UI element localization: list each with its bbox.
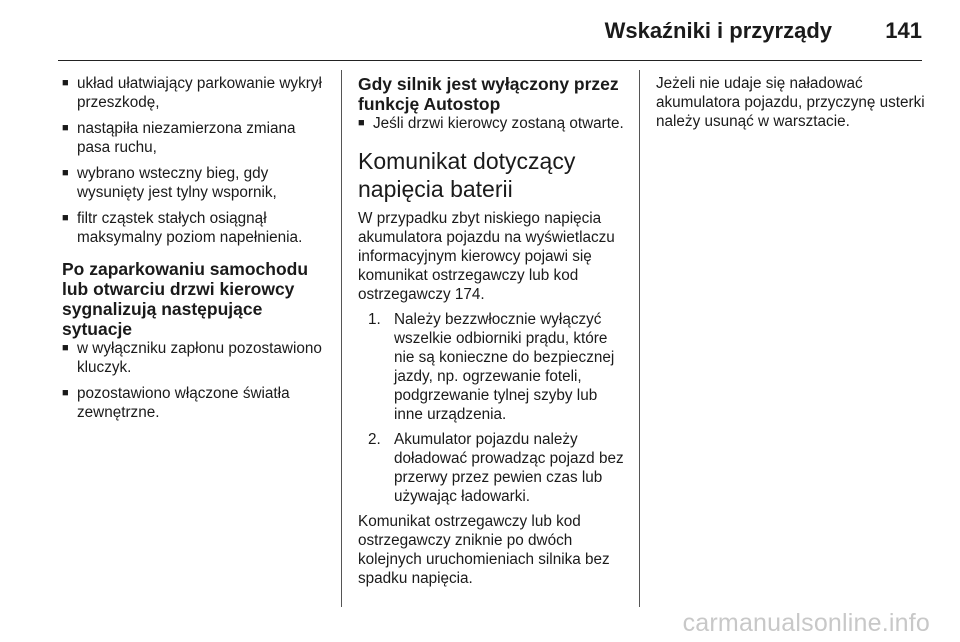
parking-conditions-list [62, 339, 324, 422]
battery-steps-list [358, 310, 628, 506]
warning-conditions-list [62, 74, 324, 247]
bullet-square-icon: ■ [358, 117, 365, 129]
charging-failure-paragraph: Jeżeli nie udaje się naładować akumulatora pojazdu, przyczynę usterki należy usunąć w warsztacie. [656, 75, 925, 130]
autostop-list [358, 114, 628, 133]
column-3 [656, 74, 926, 137]
list-item: ■ w wyłączniku zapłonu pozostawiono kluczyk. [62, 340, 322, 376]
list-item: ■ układ ułatwiający parkowanie wykrył przeszkodę, [62, 75, 322, 111]
list-item: 1. Należy bezzwłocznie wyłączyć wszelkie odbiorniki prądu, które nie są konieczne do bezpiecznej jazdy, np. ogrzewanie foteli, podgrzewanie tylnej szyby lub inne urządzenia. [368, 311, 615, 423]
column-2 [358, 74, 628, 594]
list-item: ■ Jeśli drzwi kierowcy zostaną otwarte. [358, 115, 624, 132]
bullet-square-icon: ■ [62, 342, 69, 354]
page-number: 141 [885, 18, 922, 43]
bullet-square-icon: ■ [62, 387, 69, 399]
battery-outro-paragraph: Komunikat ostrzegawczy lub kod ostrzegawczy zniknie po dwóch kolejnych uruchomieniach silnika bez spadku napięcia. [358, 513, 610, 587]
column-1 [62, 74, 324, 429]
subheading-autostop: Gdy silnik jest wyłączony przez funkcję Autostop [358, 74, 619, 114]
header-divider [58, 60, 922, 61]
section-heading-battery: Komunikat dotyczący napięcia baterii [358, 148, 576, 202]
list-item: ■ filtr cząstek stałych osiągnął maksymalny poziom napełnienia. [62, 210, 303, 246]
subheading-after-parking: Po zaparkowaniu samochodu lub otwarciu drzwi kierowcy sygnalizują następujące sytuacje [62, 259, 309, 339]
list-item: ■ pozostawiono włączone światła zewnętrzne. [62, 385, 290, 421]
list-item: ■ wybrano wsteczny bieg, gdy wysunięty jest tylny wspornik, [62, 165, 277, 201]
watermark: carmanualsonline.info [682, 609, 930, 637]
column-divider-2 [639, 70, 640, 607]
section-title-header: Wskaźniki i przyrządy [604, 18, 832, 43]
column-divider-1 [341, 70, 342, 607]
bullet-square-icon: ■ [62, 167, 69, 179]
battery-intro-paragraph: W przypadku zbyt niskiego napięcia akumulatora pojazdu na wyświetlaczu informacyjnym kierowcy pojawi się komunikat ostrzegawczy lub kod ostrzegawczy 174. [358, 210, 615, 303]
bullet-square-icon: ■ [62, 77, 69, 89]
bullet-square-icon: ■ [62, 122, 69, 134]
list-item: ■ nastąpiła niezamierzona zmiana pasa ruchu, [62, 120, 296, 156]
list-item: 2. Akumulator pojazdu należy doładować prowadząc pojazd bez przerwy przez pewien czas lub używając ładowarki. [368, 431, 624, 505]
bullet-square-icon: ■ [62, 212, 69, 224]
